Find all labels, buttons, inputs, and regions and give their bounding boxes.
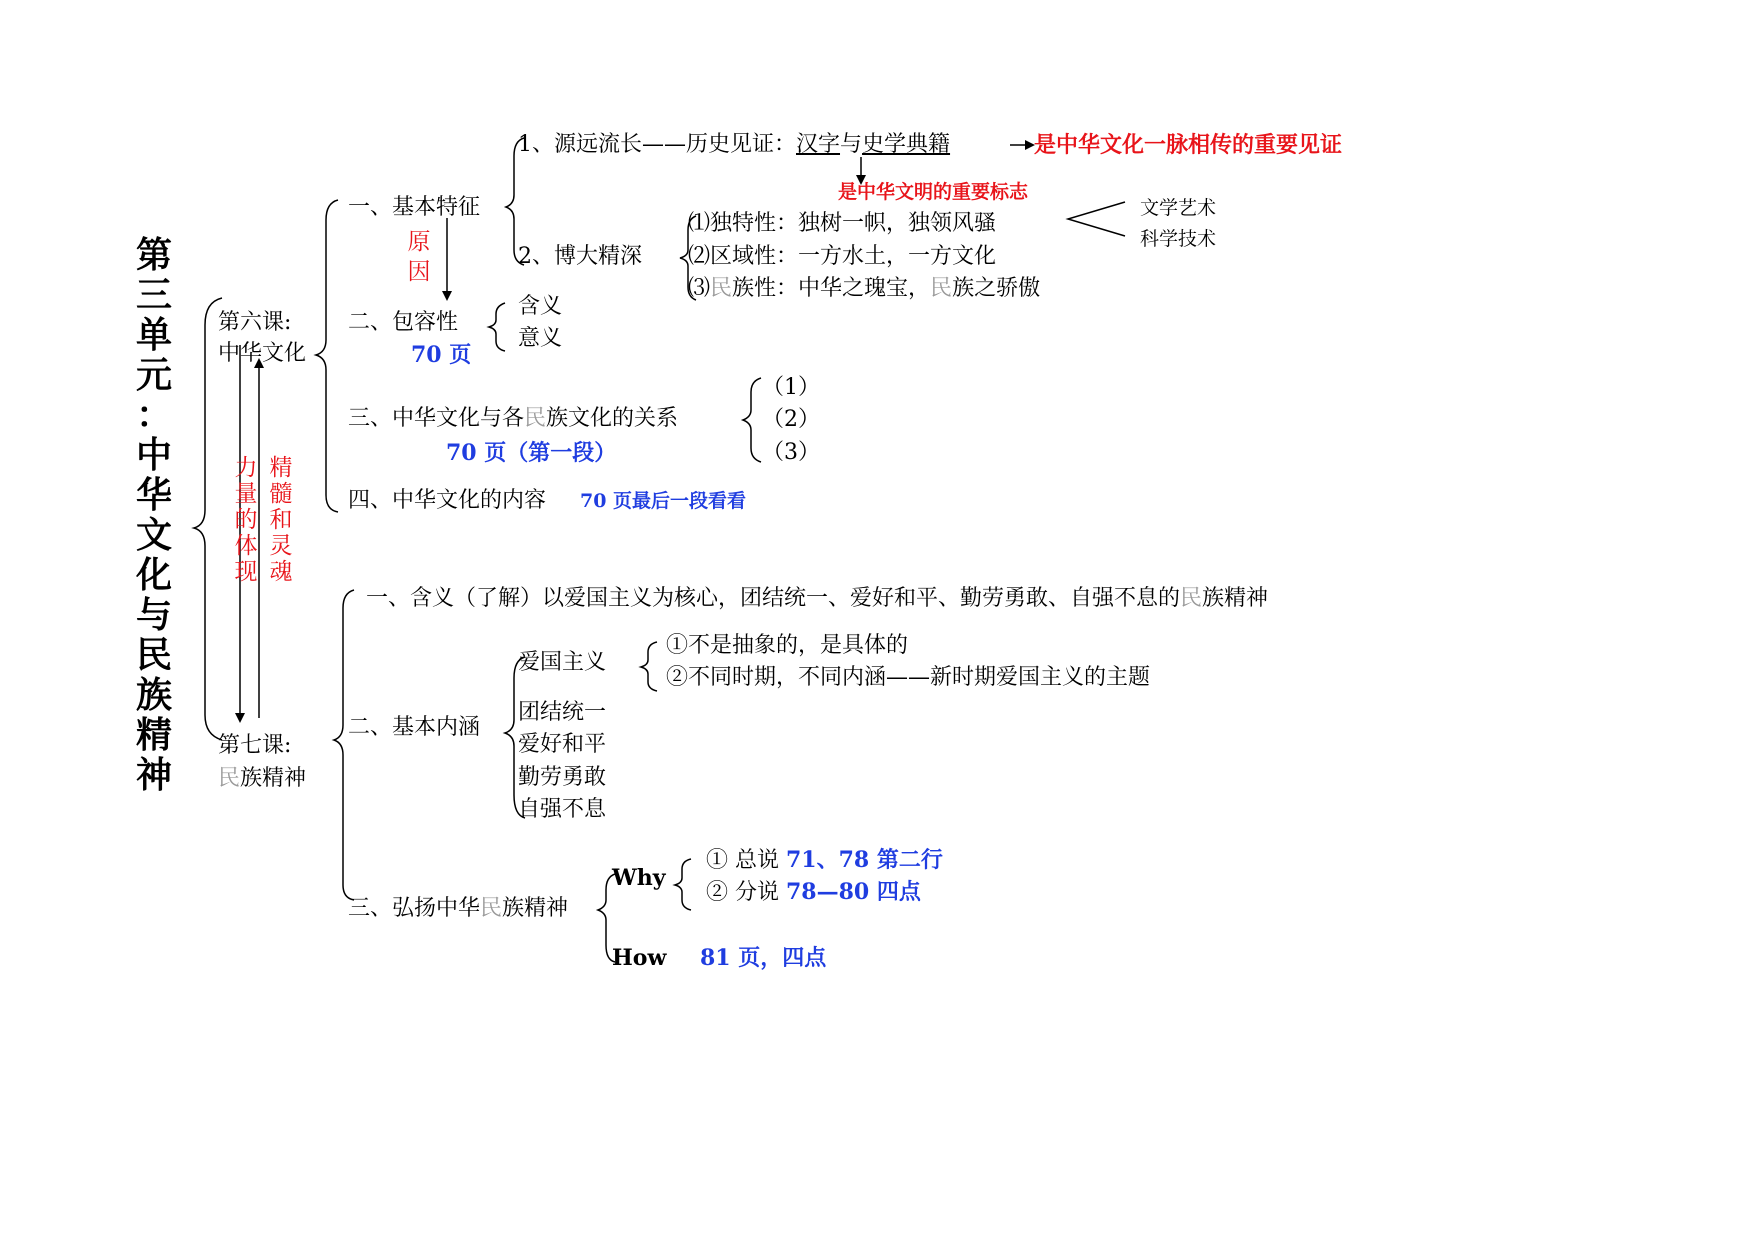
relation-item: （3）: [762, 440, 820, 465]
why-label: Why: [612, 865, 666, 891]
feature-1-mid: 与: [840, 132, 863, 157]
note-char: 原: [407, 229, 431, 255]
why-item-2: [706, 879, 921, 906]
title-char: 元: [135, 355, 172, 396]
arts-item: 文学艺术: [1140, 197, 1217, 219]
relation-label: [348, 406, 678, 432]
inclusive-page: 70 页: [411, 342, 472, 368]
why-item-ref: 71、78 第二行: [786, 847, 943, 873]
grey-char: 民: [710, 276, 733, 301]
grey-char: 民: [524, 406, 547, 431]
connotation-item: 团结统一: [518, 700, 607, 725]
content-label: 四、中华文化的内容: [348, 488, 547, 513]
connotation-item: 勤劳勇敢: [518, 765, 607, 790]
title-char: 第: [135, 235, 172, 276]
grey-char: 民: [1180, 586, 1203, 611]
title-char: 文: [135, 515, 172, 556]
feature-2-label: 2、博大精深: [518, 244, 642, 269]
promote-label: [348, 896, 568, 922]
trait-num: ⑶: [688, 276, 711, 301]
note-char: 灵: [269, 533, 293, 559]
reason-note: [406, 227, 432, 287]
inclusive-label: 二、包容性: [348, 310, 459, 335]
note-char: 和: [269, 507, 293, 533]
arts-chevron: [1068, 202, 1125, 236]
relation-item: （1）: [762, 375, 820, 400]
feature-1-below: 是中华文明的重要标志: [838, 181, 1029, 203]
connotation-label: 二、基本内涵: [348, 715, 481, 740]
title-char: 三: [135, 275, 172, 316]
trait-text: 独特性：独树一帜，独领风骚: [710, 211, 997, 236]
content-note: 70 页最后一段看看: [580, 490, 747, 512]
arts-item: 科学技术: [1140, 228, 1217, 250]
trait-num: ⑴: [688, 211, 711, 236]
lesson7-brace: [334, 590, 354, 900]
hanzi-text: 汉字: [796, 132, 841, 157]
title-char: 民: [135, 635, 172, 676]
essence-note: [268, 455, 294, 585]
why-item-label: ① 总说: [706, 848, 786, 873]
patriotism-point: ②不同时期，不同内涵——新时期爱国主义的主题: [666, 665, 1151, 690]
lesson7-line2-rest: 族精神: [240, 766, 307, 791]
title-char: 精: [135, 715, 172, 756]
books-text: 史学典籍: [862, 132, 951, 157]
lesson6-line2: 中华文化: [218, 341, 307, 366]
title-char: 化: [135, 555, 172, 596]
inclusive-item: 意义: [518, 326, 563, 351]
relation-page: 70 页（第一段）: [446, 440, 617, 466]
note-char: 现: [234, 559, 258, 585]
patriotism-label: 爱国主义: [518, 650, 607, 675]
title-char: ：: [135, 395, 172, 436]
note-char: 量: [234, 481, 258, 507]
inclusive-brace: [489, 303, 505, 351]
spirit-meaning-pre: 一、含义（了解）以爱国主义为核心，团结统一、爱好和平、勤劳勇敢、自强不息的: [366, 586, 1181, 611]
note-char: 的: [234, 507, 258, 533]
why-item-ref: 78—80 四点: [786, 879, 921, 905]
lesson6-line1: 第六课:: [218, 310, 292, 335]
title-char: 华: [135, 475, 172, 516]
lesson7-line2: [218, 766, 306, 792]
feature-1-result: 是中华文化一脉相传的重要见证: [1034, 132, 1343, 158]
basic-features-label: 一、基本特征: [348, 195, 481, 220]
note-char: 体: [234, 533, 258, 559]
patriotism-point: ①不是抽象的，是具体的: [666, 633, 909, 658]
title-char: 与: [135, 595, 172, 636]
relation-rest: 族文化的关系: [546, 406, 679, 431]
feature-1-prefix: 1、源远流长——历史见证：: [518, 132, 796, 157]
trait-num: ⑵: [688, 244, 711, 269]
connotation-item: 爱好和平: [518, 732, 607, 757]
trait-3: [688, 276, 1040, 302]
connotation-item: 自强不息: [518, 797, 607, 822]
why-brace: [675, 859, 691, 910]
trait-text: 区域性：一方水土，一方文化: [710, 244, 997, 269]
spirit-meaning: [366, 586, 1268, 612]
feature-1: [518, 132, 950, 158]
title-char: 中: [135, 435, 172, 476]
relation-brace: [743, 378, 761, 462]
note-char: 精: [269, 455, 293, 481]
promote-pre: 三、弘扬中华: [348, 896, 481, 921]
why-item-label: ② 分说: [706, 880, 786, 905]
inclusive-item: 含义: [518, 294, 563, 319]
trait-text: 族之骄傲: [952, 276, 1041, 301]
title-char: 神: [135, 755, 172, 796]
strength-note: [233, 455, 259, 585]
how-label: How: [612, 945, 667, 971]
note-char: 因: [407, 259, 431, 285]
promote-rest: 族精神: [502, 896, 569, 921]
relation-item: （2）: [762, 407, 820, 432]
grey-char: 民: [930, 276, 953, 301]
lesson6-brace: [316, 200, 338, 512]
lesson7-line1: 第七课:: [218, 733, 292, 758]
trait-1: [688, 211, 996, 237]
spirit-meaning-rest: 族精神: [1202, 586, 1269, 611]
trait-2: [688, 244, 996, 270]
why-item-1: [706, 847, 943, 874]
note-char: 魂: [269, 559, 293, 585]
how-ref: 81 页，四点: [700, 945, 827, 971]
patriotism-brace: [641, 642, 657, 691]
grey-char: 民: [218, 766, 241, 791]
title-char: 单: [135, 315, 172, 356]
unit-title: [134, 236, 174, 796]
note-char: 髓: [269, 481, 293, 507]
title-char: 族: [135, 675, 172, 716]
note-char: 力: [234, 455, 258, 481]
relation-pre: 三、中华文化与各: [348, 406, 525, 431]
trait-text: 族性：中华之瑰宝，: [732, 276, 931, 301]
grey-char: 民: [480, 896, 503, 921]
